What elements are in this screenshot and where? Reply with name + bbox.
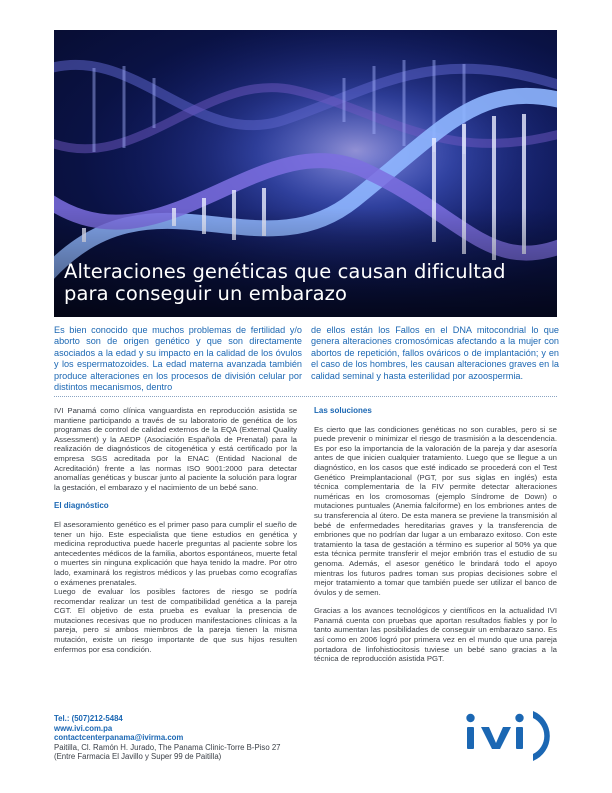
- ivi-logo: [463, 707, 557, 765]
- diagnostico-paragraph-1: El asesoramiento genético es el primer paso para cumplir el sueño de tener un hijo. Este especialista que tiene estudios en genética y medicina reproductiva puede hacerle preguntas al paciente sobre los antecedentes médicos de la familia, abortos espontáneos, muerte fetal o muertes sin ninguna explicación que haya tenido la madre. Por otro lado, examinará los registros médicos y las pruebas como ecografías o exámenes prenatales.: [54, 519, 297, 587]
- address-line-2: (Entre Farmacia El Javillo y Super 99 de Paitilla): [54, 752, 222, 762]
- diagnostico-paragraph-2: Luego de evaluar los posibles factores de riesgo se podría recomendar realizar un test de compatibilidad genética a la pareja CGT. El objetivo de esta prueba es evaluar la presencia de mutaciones recesivas que no producen manifestaciones clínicas a la pareja, pero si ambos miembros de la pareja tienen la misma mutación, existe un riesgo importante de que sus hijos resulten enfermos por esa condición.: [54, 587, 297, 654]
- soluciones-paragraph-1: Es cierto que las condiciones genéticas no son curables, pero si se puede prevenir o minimizar el riesgo de trasmisión a la descendencia. Es por eso la importancia de la valoración de la pareja y dar asesoría antes de que inicien cualquier tratamiento. Luego que se llegue a un diagnóstico, en los casos que esté indicado se procederá con el Test Genético Preimplantacional (PGT, por sus siglas en inglés) esta técnica complementaria de la FIV permite detectar alteraciones numéricas en los cromosomas (ejemplo Síndrome de Down) o mutaciones puntuales (Anemia falciforme) en los embriones antes de su transferencia al útero. De esta manera se previene la transmisión al bebé de enfermedades hereditarias graves y la transferencia de embriones que no podrían dar lugar a un embarazo exitoso. Con este tratamiento la tasa de gestación a término es superior al 50% ya que esta técnica permite transferir el mejor embrión tras el estudio de su genoma. Además, el asesor genético le brindará todo el apoyo mientras los futuros padres toman sus propias decisiones sobre el mejor tratamiento a tomar que también puede ser utilizar el banco de óvulos y de semen.: [314, 424, 557, 597]
- contact-footer: [54, 714, 281, 762]
- soluciones-heading: Las soluciones: [314, 406, 372, 415]
- intro-paragraph: IVI Panamá como clínica vanguardista en reproducción asistida se mantiene participando a través de su laboratorio de genética de los programas de control de calidad externos de la EQA (External Quality Assessment) y la AEDP (Asociación Española de Prenatal) para la realización de diagnósticos de citogenética y está certificado por la empresa SGS acreditada por la ENAC (Entidad Nacional de Acreditación) frente a las normas ISO 9001:2000 para detectar anomalías genéticas y buscar junto al paciente la solución para lograr la gestación, el embarazo y el nacimiento de un bebé sano.: [54, 406, 297, 492]
- body-column-right: [314, 406, 557, 673]
- phone-number: Tel.: (507)212-5484: [54, 714, 123, 723]
- soluciones-paragraph-2: Gracias a los avances tecnológicos y científicos en la actualidad IVI Panamá cuenta con pruebas que aportan resultados fiables y por lo tanto aumentan las posibilidades de conseguir un embarazo sano. Es así como en 2006 logró por primera vez en el mundo que una pareja portadora de linfohistiocitosis tuviese un bebé sano gracias a la técnica de reproducción asistida PGT.: [314, 606, 557, 664]
- lead-paragraph-right: de ellos están los Fallos en el DNA mitocondrial lo que genera alteraciones cromosómicas afectando a la mujer con abortos de repetición, fallos ováricos o de implantación; y en el caso de los hombres, les causan alteraciones graves en la calidad seminal y hasta esterilidad por azoospermia.: [311, 325, 559, 381]
- lead-paragraph-left: Es bien conocido que muchos problemas de fertilidad y/o aborto son de origen genético y que son directamente asociados a la edad y su impacto en la calidad de los óvulos y los espermatozoides. La edad materna avanzada también produce alteraciones en los procesos de división celular por distintos mecanismos, dentro: [54, 325, 302, 393]
- diagnostico-heading: El diagnóstico: [54, 501, 109, 511]
- address-line-1: Paitilla, Cl. Ramón H. Jurado, The Panama Clinic-Torre B-Piso 27: [54, 742, 281, 752]
- page-title: Alteraciones genéticas que causan dificultad para conseguir un embarazo: [64, 260, 506, 305]
- section-divider: [54, 396, 557, 397]
- website-link[interactable]: www.ivi.com.pa: [54, 723, 113, 733]
- email-link[interactable]: contactcenterpanama@ivirma.com: [54, 733, 184, 743]
- body-column-left: [54, 406, 297, 663]
